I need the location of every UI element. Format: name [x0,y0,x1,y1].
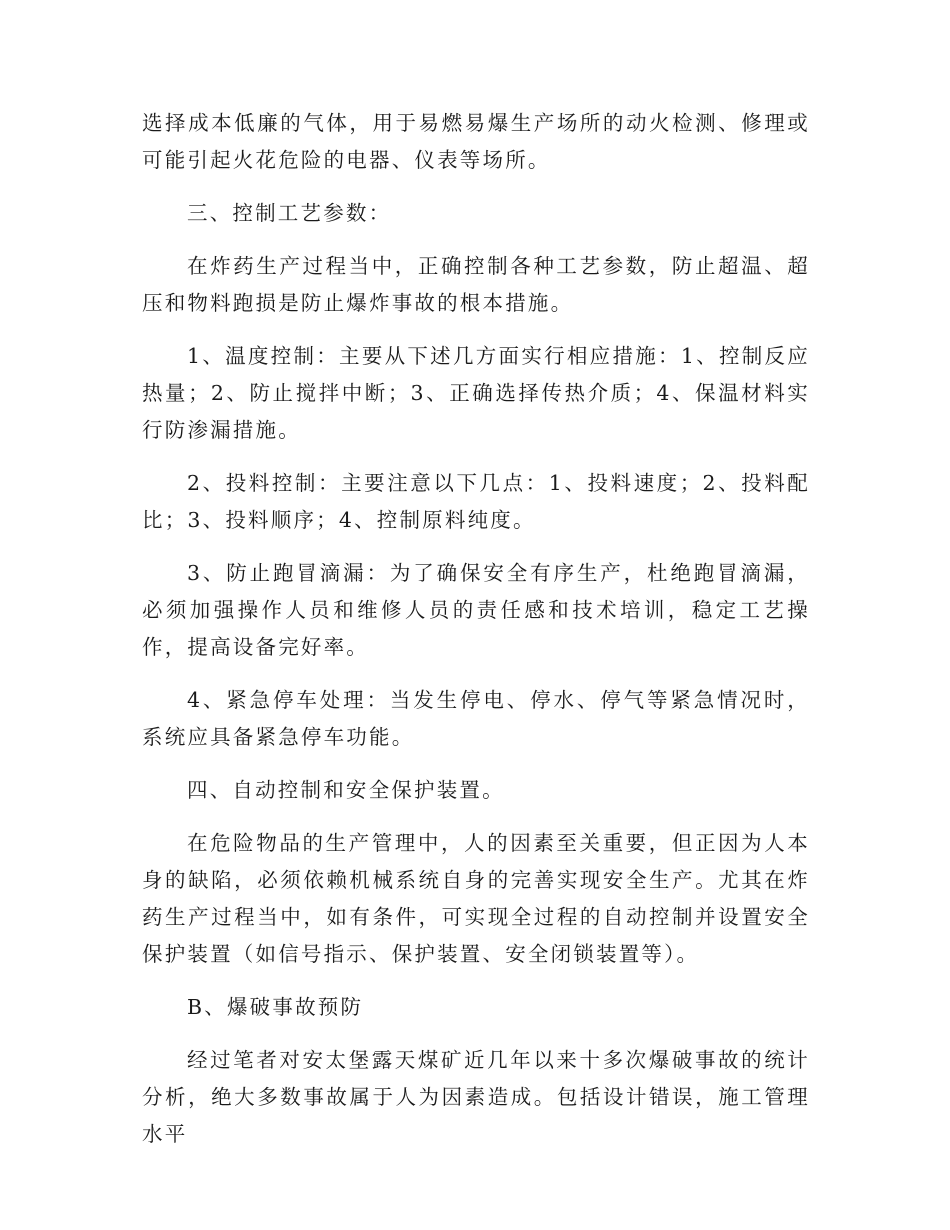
section-heading-process-parameters: 三、控制工艺参数： [187,201,392,225]
paragraph-blasting-analysis: 经过笔者对安太堡露天煤矿近几年以来十多次爆破事故的统计分析，绝大多数事故属于人为因素造成。包括设计错误，施工管理水平 [142,1048,810,1146]
section-heading-blasting-prevention: B、爆破事故预防 [187,995,364,1019]
paragraph-leak-prevention: 3、防止跑冒滴漏：为了确保安全有序生产，杜绝跑冒滴漏，必须加强操作人员和维修人员的责任感和技术培训，稳定工艺操作，提高设备完好率。 [142,561,810,659]
document-body [142,105,810,1169]
paragraph-feeding-control: 2、投料控制：主要注意以下几点：1、投料速度；2、投料配比；3、投料顺序；4、控制原料纯度。 [142,471,810,532]
paragraph-intro-continuation: 选择成本低廉的气体，用于易燃易爆生产场所的动火检测、修理或可能引起火花危险的电器、仪表等场所。 [142,111,810,172]
paragraph-temperature-control: 1、温度控制：主要从下述几方面实行相应措施：1、控制反应热量；2、防止搅拌中断；3、正确选择传热介质；4、保温材料实行防渗漏措施。 [142,344,810,442]
paragraph-process-parameters: 在炸药生产过程当中，正确控制各种工艺参数，防止超温、超压和物料跑损是防止爆炸事故的根本措施。 [142,254,810,315]
section-heading-auto-control: 四、自动控制和安全保护装置。 [187,778,505,802]
paragraph-auto-control: 在危险物品的生产管理中，人的因素至关重要，但正因为人本身的缺陷，必须依赖机械系统自身的完善实现安全生产。尤其在炸药生产过程当中，如有条件，可实现全过程的自动控制并设置安全保护装置（如信号指示、保护装置、安全闭锁装置等）。 [142,831,810,966]
paragraph-emergency-stop: 4、紧急停车处理：当发生停电、停水、停气等紧急情况时，系统应具备紧急停车功能。 [142,688,810,749]
